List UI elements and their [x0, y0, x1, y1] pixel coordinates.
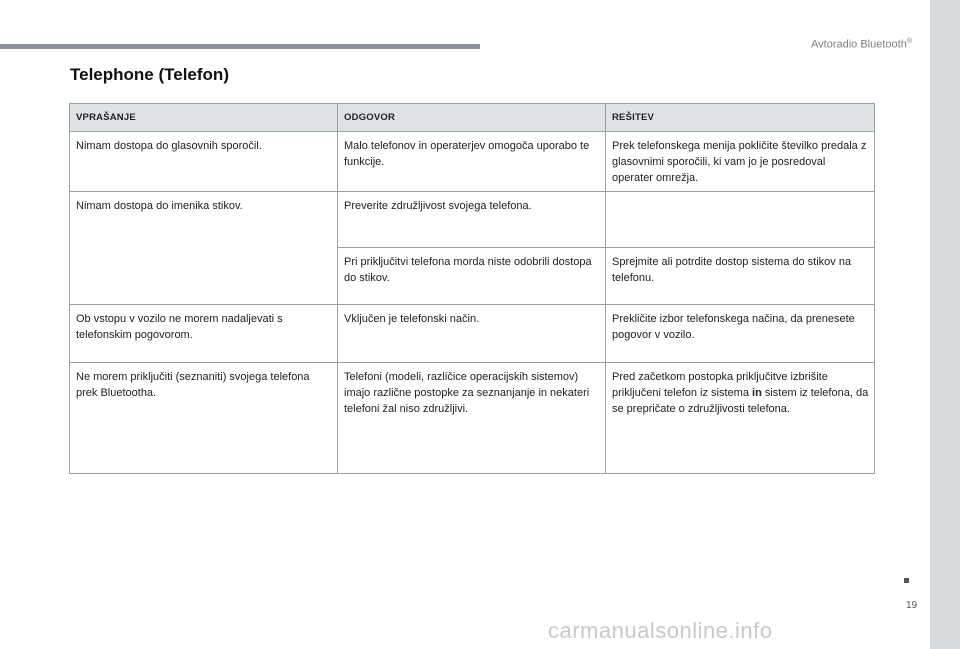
answer-cell: Malo telefonov in operaterjev omogoča uporabo te funkcije. [338, 132, 606, 192]
section-header-text: Avtoradio Bluetooth [811, 38, 907, 51]
faq-table [69, 103, 875, 474]
table-row [70, 363, 875, 474]
answer-cell: Telefoni (modeli, različice operacijskih sistemov) imajo različne postopke za seznanjanje in nekateri telefoni žal niso združljivi. [338, 363, 606, 474]
watermark: carmanualsonline.info [548, 618, 773, 643]
section-header [811, 38, 912, 51]
solution-cell [606, 363, 875, 474]
header-rule [0, 44, 480, 49]
column-header-question: VPRAŠANJE [70, 104, 338, 132]
solution-text: sistem iz telefona, da se prepričate o združljivosti telefona. [612, 387, 869, 415]
answer-cell: Preverite združljivost svojega telefona. [338, 192, 606, 248]
question-cell: Ob vstopu v vozilo ne morem nadaljevati s telefonskim pogovorom. [70, 305, 338, 363]
question-cell: Ne morem priključiti (seznaniti) svojega telefona prek Bluetootha. [70, 363, 338, 474]
question-cell: Nimam dostopa do imenika stikov. [70, 192, 338, 305]
solution-cell: Sprejmite ali potrdite dostop sistema do stikov na telefonu. [606, 248, 875, 305]
table-row [70, 132, 875, 192]
table-row [70, 192, 875, 248]
solution-cell: Prek telefonskega menija pokličite številko predala z glasovnimi sporočili, ki vam jo je posredoval operater omrežja. [606, 132, 875, 192]
trademark-symbol: ® [906, 38, 912, 45]
solution-cell [606, 192, 875, 248]
solution-text: Pred začetkom postopka priključitve izbrišite priključeni telefon iz sistema [612, 371, 828, 399]
solution-cell: Prekličite izbor telefonskega načina, da prenesete pogovor v vozilo. [606, 305, 875, 363]
table-row [70, 305, 875, 363]
table-header-row [70, 104, 875, 132]
question-cell: Nimam dostopa do glasovnih sporočil. [70, 132, 338, 192]
page-marker [904, 578, 909, 583]
column-header-answer: ODGOVOR [338, 104, 606, 132]
column-header-solution: REŠITEV [606, 104, 875, 132]
page-number: 19 [906, 600, 918, 611]
answer-cell: Pri priključitvi telefona morda niste odobrili dostopa do stikov. [338, 248, 606, 305]
solution-emphasis: in [752, 387, 762, 399]
answer-cell: Vključen je telefonski način. [338, 305, 606, 363]
side-strip [930, 0, 960, 649]
page-title: Telephone (Telefon) [70, 65, 229, 84]
